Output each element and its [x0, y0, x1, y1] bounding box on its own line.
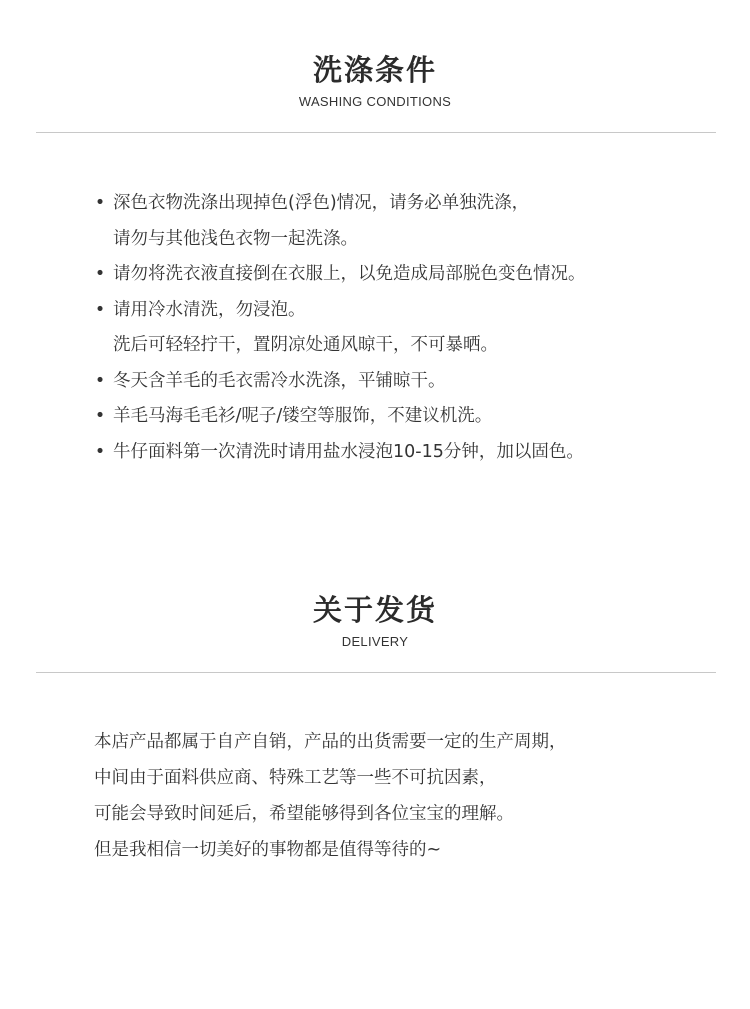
bullet: •: [94, 441, 106, 462]
washing-subtitle: WASHING CONDITIONS: [298, 94, 452, 109]
list-item: [94, 222, 714, 258]
washing-divider: [36, 132, 716, 133]
list-item-text: 深色衣物洗涤出现掉色(浮色)情况，请务必单独洗涤，: [113, 193, 530, 213]
delivery-subtitle: DELIVERY: [341, 634, 409, 649]
bullet: •: [94, 406, 106, 426]
list-item-text: 请勿将洗衣液直接倒在衣服上，以免造成局部脱色变色情况。: [113, 264, 586, 284]
paragraph-line: 但是我相信一切美好的事物都是值得等待的~: [94, 840, 442, 860]
delivery-title: 关于发货: [312, 593, 437, 627]
bullet: •: [94, 264, 106, 284]
list-item: [94, 328, 714, 364]
delivery-divider: [36, 672, 716, 673]
paragraph-line: 本店产品都属于自产自销，产品的出货需要一定的生产周期，: [94, 732, 567, 752]
list-item-text: 请用冷水清洗，勿浸泡。: [113, 299, 306, 320]
paragraph-line: 可能会导致时间延后，希望能够得到各位宝宝的理解。: [94, 804, 514, 824]
list-item-text: 请勿与其他浅色衣物一起洗涤。: [113, 228, 358, 249]
bullet: •: [94, 370, 106, 391]
list-item-text: 冬天含羊毛的毛衣需冷水洗涤，平铺晾干。: [113, 370, 446, 391]
list-item-text: 洗后可轻轻拧干，置阴凉处通风晾干，不可暴晒。: [113, 335, 498, 355]
list-item-text: 牛仔面料第一次清洗时请用盐水浸泡10-15分钟，加以固色。: [113, 441, 584, 462]
washing-title: 洗涤条件: [312, 53, 437, 87]
bullet: •: [94, 193, 106, 213]
paragraph-line: 中间由于面料供应商、特殊工艺等一些不可抗因素，: [94, 768, 497, 788]
list-item: [94, 364, 714, 400]
list-item: [94, 257, 714, 293]
list-item: [94, 435, 714, 471]
washing-instructions-list: [94, 186, 714, 470]
bullet: •: [94, 299, 106, 320]
list-item: [94, 293, 714, 329]
list-item-text: 羊毛马海毛毛衫/呢子/镂空等服饰，不建议机洗。: [113, 406, 493, 426]
list-item: [94, 399, 714, 435]
delivery-paragraph: [94, 724, 714, 868]
list-item: [94, 186, 714, 222]
